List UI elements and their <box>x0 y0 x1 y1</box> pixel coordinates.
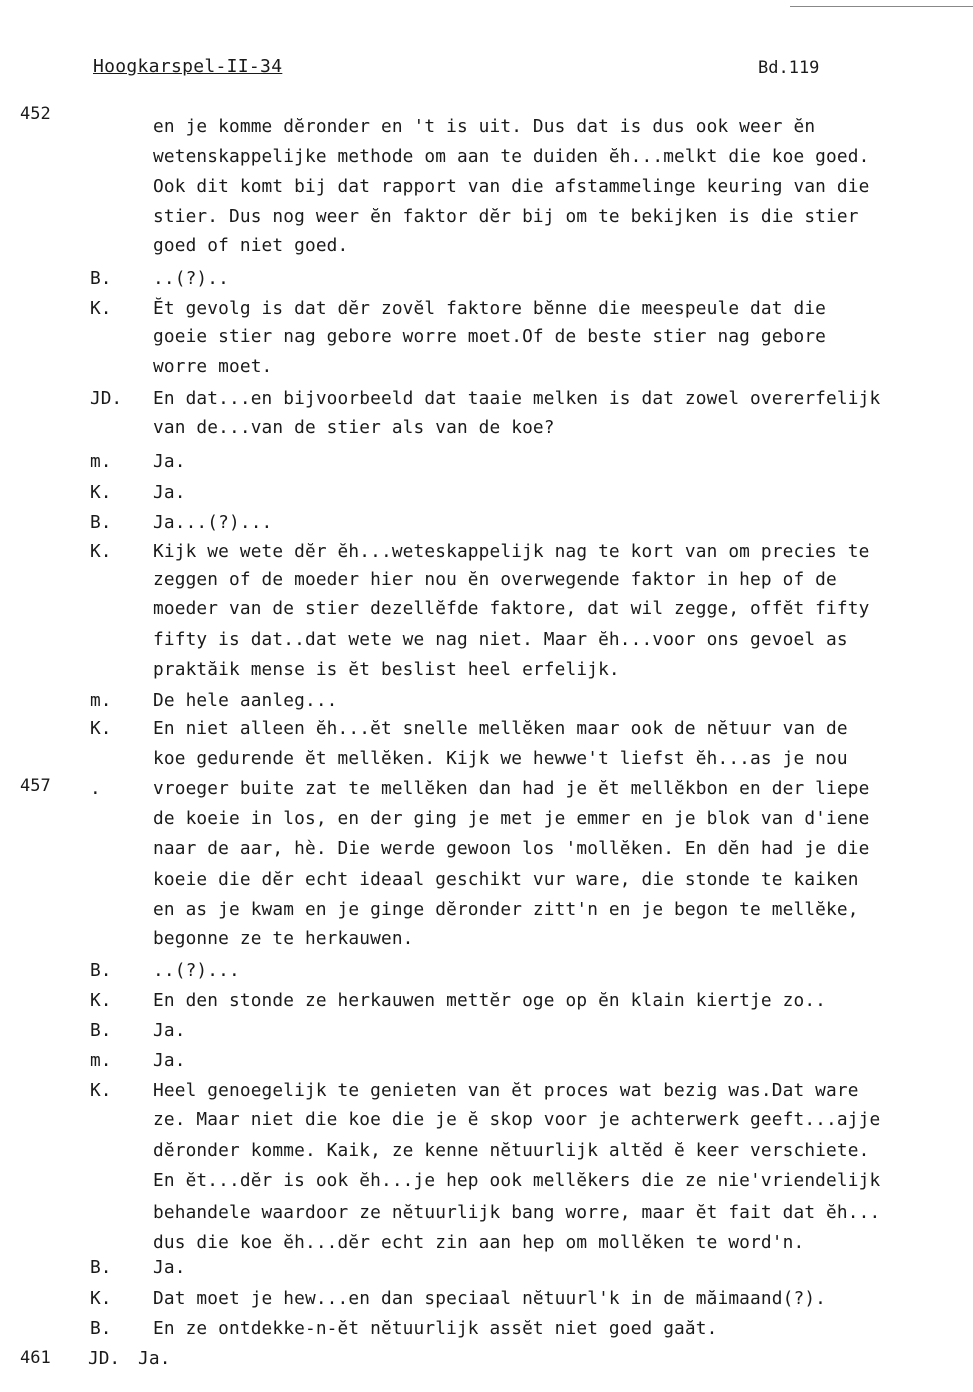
speaker-label: m. <box>90 1050 112 1071</box>
transcript-line: koe gedurende ĕt mellĕken. Kijk we hewwe't liefst ĕh...as je nou <box>153 748 848 769</box>
speaker-label: K. <box>90 1288 112 1309</box>
margin-line-number: 461 <box>20 1348 51 1368</box>
transcript-line: ..(?).. <box>153 268 229 289</box>
top-rule <box>790 6 973 7</box>
transcript-line: moeder van de stier dezellĕfde faktore, dat wil zegge, offĕt fifty <box>153 598 870 619</box>
transcript-line: en as je kwam en je ginge dĕronder zitt'n en je begon te mellĕke, <box>153 899 859 920</box>
speaker-label: K. <box>90 298 112 319</box>
transcript-line: de koeie in los, en der ging je met je emmer en je blok van d'iene <box>153 808 870 829</box>
document-title: Hoogkarspel-II-34 <box>93 56 283 77</box>
speaker-label: B. <box>90 1318 112 1339</box>
transcript-line: dĕronder komme. Kaik, ze kenne nĕtuurlijk altĕd ĕ keer verschiete. <box>153 1140 870 1161</box>
transcript-line: En ze ontdekke-n-ĕt nĕtuurlijk assĕt niet goed gaăt. <box>153 1318 718 1339</box>
speaker-label: m. <box>90 451 112 472</box>
transcript-line: worre moet. <box>153 356 273 377</box>
transcript-line: Kijk we wete dĕr ĕh...weteskappelijk nag te kort van om precies te <box>153 541 870 562</box>
transcript-line: en je komme dĕronder en 't is uit. Dus dat is dus ook weer ĕn <box>153 116 816 137</box>
speaker-label: . <box>90 778 101 799</box>
speaker-label: B. <box>90 1020 112 1041</box>
transcript-line: praktăik mense is ĕt beslist heel erfelijk. <box>153 659 620 680</box>
speaker-label: B. <box>90 1257 112 1278</box>
transcript-line: En den stonde ze herkauwen mettĕr oge op ĕn klain kiertje zo.. <box>153 990 827 1011</box>
transcript-line: begonne ze te herkauwen. <box>153 928 414 949</box>
margin-line-number: 452 <box>20 104 51 124</box>
transcript-line: ze. Maar niet die koe die je ĕ skop voor je achterwerk geeft...ajje <box>153 1109 881 1130</box>
transcript-line: En ĕt...dĕr is ook ĕh...je hep ook mellĕkers die ze nie'vriendelijk <box>153 1170 881 1191</box>
transcript-line: van de...van de stier als van de koe? <box>153 417 555 438</box>
transcript-line: naar de aar, hè. Die werde gewoon los 'mollĕken. En dĕn had je die <box>153 838 870 859</box>
transcript-line: Ja...(?)... <box>153 512 273 533</box>
speaker-label: m. <box>90 690 112 711</box>
transcript-line: goed of niet goed. <box>153 235 349 256</box>
speaker-label: JD. <box>90 388 123 409</box>
transcript-line: zeggen of de moeder hier nou ĕn overwegende faktor in hep of de <box>153 569 837 590</box>
transcript-line: De hele aanleg... <box>153 690 338 711</box>
speaker-label: B. <box>90 268 112 289</box>
transcript-line: ..(?)... <box>153 960 240 981</box>
speaker-label: JD. <box>88 1348 121 1369</box>
transcript-line: En niet alleen ĕh...ĕt snelle mellĕken maar ook de nĕtuur van de <box>153 718 848 739</box>
transcript-line: stier. Dus nog weer ĕn faktor dĕr bij om te bekijken is die stier <box>153 206 859 227</box>
transcript-line: Ja. <box>153 1257 186 1278</box>
transcript-line: Ja. <box>153 482 186 503</box>
transcript-line: Ja. <box>138 1348 171 1369</box>
speaker-label: B. <box>90 512 112 533</box>
transcript-line: Heel genoegelijk te genieten van ĕt proces wat bezig was.Dat ware <box>153 1080 859 1101</box>
transcript-line: fifty is dat..dat wete we nag niet. Maar ĕh...voor ons gevoel as <box>153 629 848 650</box>
speaker-label: B. <box>90 960 112 981</box>
transcript-line: wetenskappelijke methode om aan te duiden ĕh...melkt die koe goed. <box>153 146 870 167</box>
speaker-label: K. <box>90 482 112 503</box>
transcript-line: koeie die dĕr echt ideaal geschikt vur ware, die stonde te kaiken <box>153 869 859 890</box>
speaker-label: K. <box>90 718 112 739</box>
transcript-line: dus die koe ĕh...dĕr echt zin aan hep om mollĕken te word'n. <box>153 1232 805 1253</box>
transcript-line: goeie stier nag gebore worre moet.Of de beste stier nag gebore <box>153 326 827 347</box>
speaker-label: K. <box>90 541 112 562</box>
transcript-line: Ook dit komt bij dat rapport van die afstammelinge keuring van die <box>153 176 870 197</box>
transcript-line: En dat...en bijvoorbeeld dat taaie melken is dat zowel overerfelijk <box>153 388 881 409</box>
margin-line-number: 457 <box>20 776 51 796</box>
transcript-line: Ja. <box>153 1050 186 1071</box>
speaker-label: K. <box>90 1080 112 1101</box>
transcript-line: vroeger buite zat te mellĕken dan had je ĕt mellĕkbon en der liepe <box>153 778 870 799</box>
transcript-line: Dat moet je hew...en dan speciaal nĕtuurl'k in de măimaand(?). <box>153 1288 827 1309</box>
transcript-line: Ĕt gevolg is dat dĕr zovĕl faktore bĕnne die meespeule dat die <box>153 298 827 319</box>
page-number: Bd.119 <box>758 58 820 78</box>
transcript-line: Ja. <box>153 451 186 472</box>
transcript-line: Ja. <box>153 1020 186 1041</box>
speaker-label: K. <box>90 990 112 1011</box>
transcript-line: behandele waardoor ze nĕtuurlijk bang worre, maar ĕt fait dat ĕh... <box>153 1202 881 1223</box>
